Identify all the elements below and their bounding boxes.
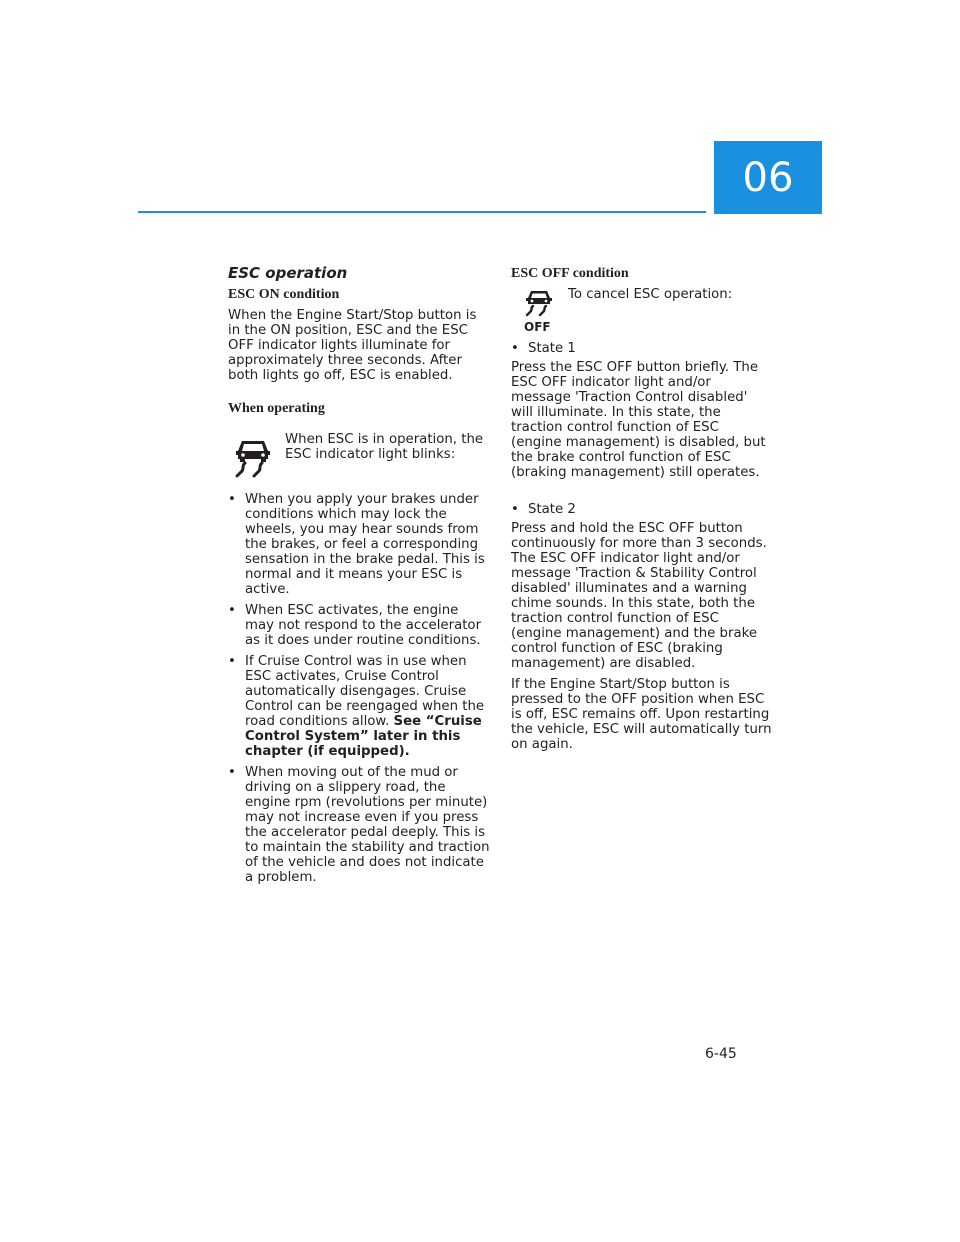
state-1-label [511, 341, 773, 356]
list-item [228, 603, 490, 648]
bullet-dot: • [511, 341, 519, 356]
esc-off-indicator-block [511, 287, 773, 331]
bullet-dot: • [228, 654, 236, 669]
esc-off-heading: ESC OFF condition [511, 266, 629, 281]
esc-on-text: When the Engine Start/Stop button is in the ON position, ESC and the ESC OFF indicator lights illuminate for approximately three seconds. After both lights go off, ESC is enabled. [228, 308, 477, 383]
right-column [511, 262, 773, 752]
esc-off-icon-label: OFF [524, 320, 551, 333]
esc-off-icon [523, 289, 555, 337]
state-2-label-text: State 2 [528, 502, 576, 517]
bullet-dot: • [228, 492, 236, 507]
cruise-control-reference: See “Cruise Control System” later in this chapter (if equipped). [245, 714, 482, 759]
state-2-label [511, 502, 773, 517]
bullet-text: If Cruise Control was in use when ESC activates, Cruise Control automatically disengages. Cruise Control can be reengaged when the road conditions allow. [245, 654, 485, 729]
bullet-dot: • [228, 603, 236, 618]
bullet-dot: • [511, 502, 519, 517]
list-item [228, 765, 490, 885]
bullet-text: When ESC activates, the engine may not respond to the accelerator as it does under routine conditions. [245, 603, 482, 648]
left-column [228, 262, 490, 891]
esc-off-final-text: If the Engine Start/Stop button is pressed to the OFF position when ESC is off, ESC remains off. Upon restarting the vehicle, ESC will automatically turn on again. [511, 677, 772, 752]
esc-skid-car-icon [232, 438, 274, 482]
esc-off-text: To cancel ESC operation: [568, 287, 733, 302]
bullet-dot: • [228, 765, 236, 780]
header-rule [138, 211, 706, 213]
section-title: ESC operation [228, 264, 348, 282]
esc-indicator-block [228, 422, 490, 476]
esc-bullet-list [228, 492, 490, 885]
bullet-text: When you apply your brakes under conditions which may lock the wheels, you may hear sounds from the brakes, or feel a corresponding sensation in the brake pedal. This is normal and it means your ESC is active. [245, 492, 485, 597]
when-operating-text: When ESC is in operation, the ESC indicator light blinks: [285, 432, 484, 462]
list-item [228, 492, 490, 597]
chapter-tab: 06 [714, 141, 822, 214]
state-2-text: Press and hold the ESC OFF button continuously for more than 3 seconds. The ESC OFF indicator light and/or message 'Traction & Stability Control disabled' illuminates and a warning chime sounds. In this state, both the traction control function of ESC (engine management) and the brake control function of ESC (braking management) are disabled. [511, 521, 767, 671]
list-item [228, 654, 490, 759]
bullet-text: When moving out of the mud or driving on a slippery road, the engine rpm (revolutions per minute) may not increase even if you press the accelerator pedal deeply. This is to maintain the stability and traction of the vehicle and does not indicate a problem. [245, 765, 490, 885]
state-1-text: Press the ESC OFF button briefly. The ESC OFF indicator light and/or message 'Traction Control disabled' will illuminate. In this state, the traction control function of ESC (engine management) is disabled, but the brake control function of ESC (braking management) still operates. [511, 360, 766, 480]
esc-on-heading: ESC ON condition [228, 287, 340, 302]
page-number: 6-45 [705, 1046, 737, 1062]
when-operating-heading: When operating [228, 401, 325, 416]
state-1-label-text: State 1 [528, 341, 576, 356]
